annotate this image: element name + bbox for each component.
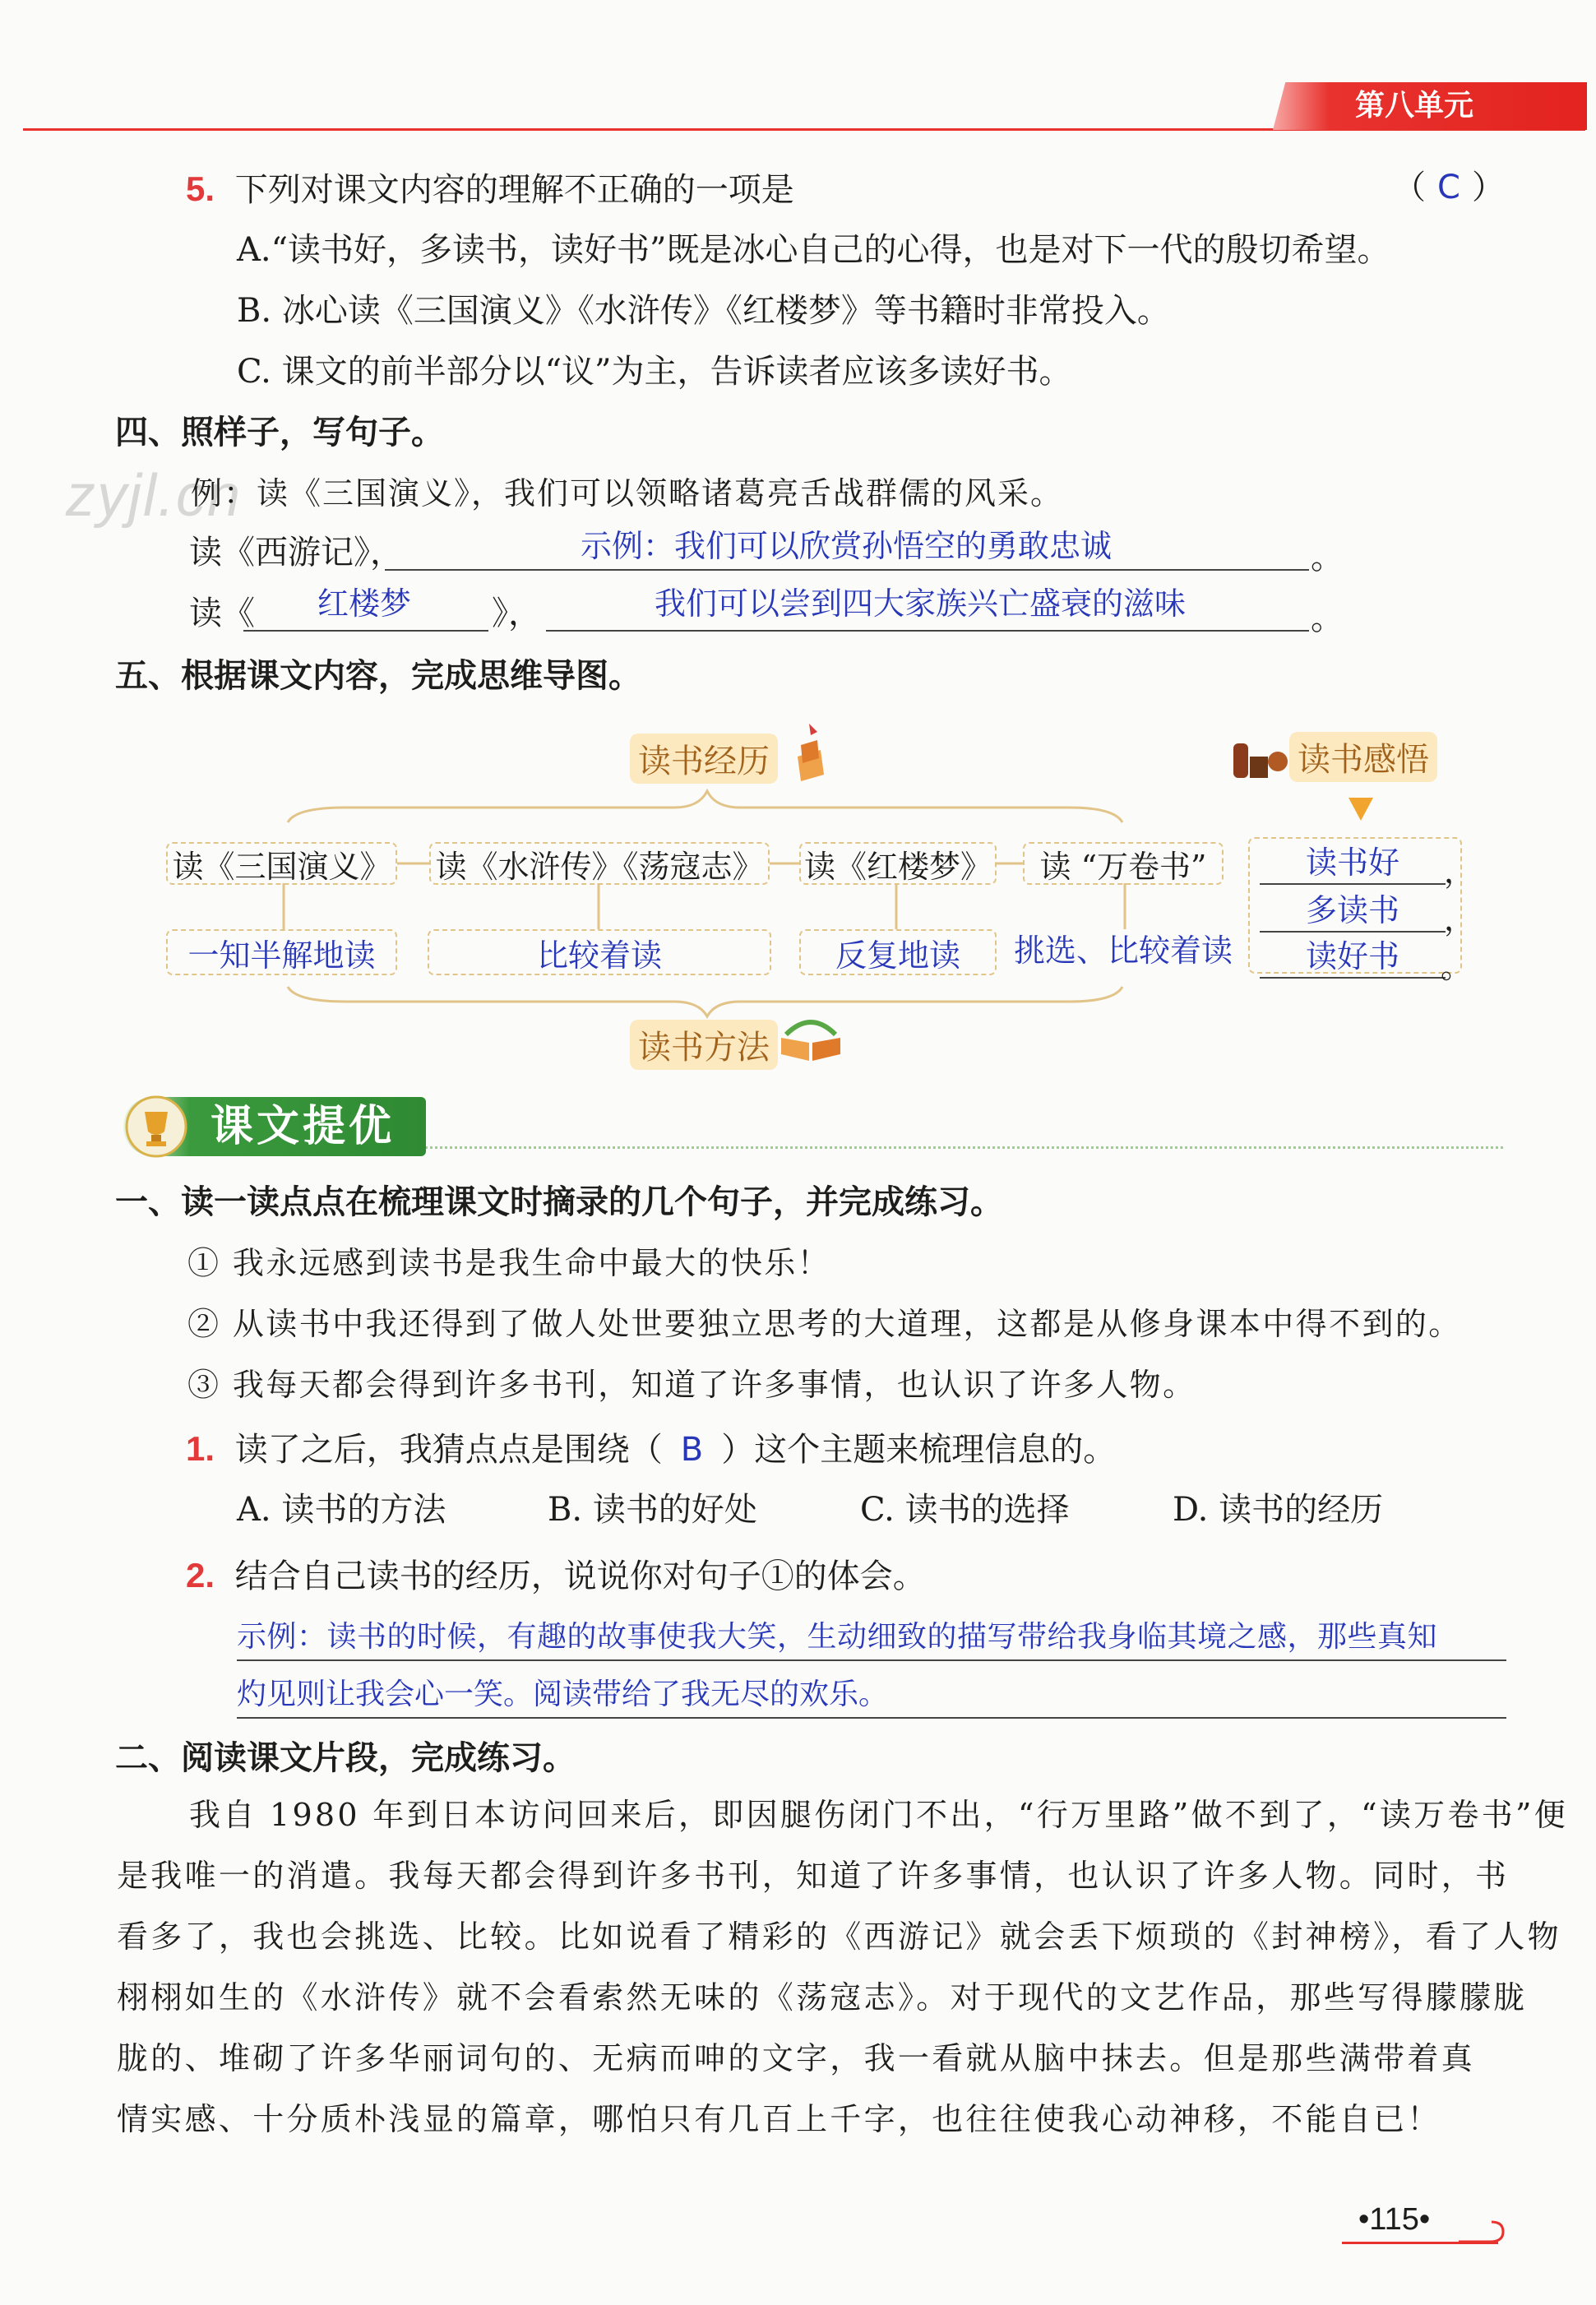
option-a: A.“读书好，多读书，读好书”既是冰心自己的心得，也是对下一代的殷切希望。 xyxy=(237,231,1390,269)
method-node: 比较着读 xyxy=(428,929,771,975)
option-c: C. 课文的前半部分以“议”为主，告诉读者应该多读好书。 xyxy=(237,353,1072,391)
book-node: 读 “万卷书” xyxy=(1023,842,1224,885)
line1-end: 。 xyxy=(1311,539,1344,576)
question-number: 2. xyxy=(186,1556,215,1595)
book-node: 读《三国演义》 xyxy=(166,842,397,885)
part-2-title: 二、阅读课文片段，完成练习。 xyxy=(115,1739,576,1777)
question-number: 1. xyxy=(186,1429,215,1468)
feeling-line: 读好书 xyxy=(1260,937,1446,979)
passage-line: 我自 1980 年到日本访问回来后，即因腿伤闭门不出，“行万里路”做不到了，“读万卷书”便 xyxy=(189,1797,1569,1833)
banner-title: 课文提优 xyxy=(210,1102,396,1151)
answer-choice: B xyxy=(680,1431,704,1469)
example-sentence: 例：读《三国演义》，我们可以领略诸葛亮舌战群儒的风采。 xyxy=(191,475,1064,511)
section-5-title: 五、根据课文内容，完成思维导图。 xyxy=(115,657,641,695)
experience-label: 读书经历 xyxy=(630,734,778,784)
sentence-3: ③ 我每天都会得到许多书刊，知道了许多事情，也认识了许多人物。 xyxy=(187,1367,1196,1403)
q2-answer-line-2: 灼见则让我会心一笑。阅读带给了我无尽的欢乐。 xyxy=(237,1673,1506,1719)
line2-end: 。 xyxy=(1311,599,1344,637)
method-label: 读书方法 xyxy=(630,1020,778,1070)
section-4-title: 四、照样子，写句子。 xyxy=(115,414,444,451)
feeling-label: 读书感悟 xyxy=(1289,732,1437,782)
line2-mid: 》， xyxy=(492,595,541,632)
q1-option-b: B. 读书的好处 xyxy=(548,1491,757,1529)
page-number: •115• xyxy=(1358,2202,1431,2237)
passage-line: 胧的、堆砌了许多华丽词句的、无病而呻的文字，我一看就从脑中抹去。但是那些满带着真 xyxy=(117,2040,1476,2076)
answer-paren: （ C ） xyxy=(1393,169,1505,206)
passage-line: 栩栩如生的《水浒传》就不会看索然无味的《荡寇志》。对于现代的文艺作品，那些写得朦朦胧 xyxy=(117,1979,1528,2016)
line1-answer: 示例：我们可以欣赏孙悟空的勇敢忠诚 xyxy=(581,528,1113,564)
unit-label: 第八单元 xyxy=(1355,89,1474,123)
option-b: B. 冰心读《三国演义》《水浒传》《红楼梦》等书籍时非常投入。 xyxy=(237,292,1170,330)
answer-choice: C xyxy=(1437,169,1460,206)
passage xyxy=(117,1784,1569,2150)
q1-option-a: A. 读书的方法 xyxy=(237,1491,446,1529)
method-node: 挑选、比较着读 xyxy=(1013,933,1233,969)
q1-option-d: D. 读书的经历 xyxy=(1173,1491,1384,1529)
q1-option-c: C. 读书的选择 xyxy=(860,1491,1070,1529)
passage-line: 看多了，我也会挑选、比较。比如说看了精彩的《西游记》就会丢下烦琐的《封神榜》，看了人物 xyxy=(117,1919,1561,1955)
footer-swoosh-icon xyxy=(1457,2217,1506,2245)
sentence-2: ② 从读书中我还得到了做人处世要独立思考的大道理，这都是从修身课本中得不到的。 xyxy=(187,1306,1462,1342)
book-node: 读《水浒传》《荡寇志》 xyxy=(429,842,770,885)
open-book-icon xyxy=(778,1013,844,1062)
books-icon xyxy=(794,720,827,786)
method-node: 一知半解地读 xyxy=(166,929,397,975)
question-stem: 下列对课文内容的理解不正确的一项是 xyxy=(234,171,794,209)
line1-prefix: 读《西游记》， xyxy=(189,534,403,572)
question-1: 1. 读了之后，我猜点点是围绕（ B ）这个主题来梳理信息的。 xyxy=(186,1429,1117,1469)
passage-line: 情实感、十分质朴浅显的篇章，哪怕只有几百上千字，也往往使我心动神移，不能自已！ xyxy=(117,2101,1441,2137)
book-node: 读《红楼梦》 xyxy=(799,842,997,885)
line2-prefix: 读《 xyxy=(189,595,255,632)
question-2: 2. 结合自己读书的经历，说说你对句子①的体会。 xyxy=(186,1556,926,1595)
feeling-line: 读书好 xyxy=(1260,844,1446,885)
line2-answer: 我们可以尝到四大家族兴亡盛衰的滋味 xyxy=(655,586,1187,622)
watermark: zyjl.cn xyxy=(66,463,243,529)
feeling-line: 多读书 xyxy=(1260,891,1446,933)
reading-figure-icon xyxy=(1232,732,1291,781)
line2-book-answer: 红楼梦 xyxy=(317,586,412,622)
method-node: 反复地读 xyxy=(799,929,997,975)
banner-dotted-rule xyxy=(419,1146,1503,1149)
part-1-title: 一、读一读点点在梳理课文时摘录的几个句子，并完成练习。 xyxy=(115,1183,1003,1221)
sentence-1: ① 我永远感到读书是我生命中最大的快乐！ xyxy=(187,1245,831,1281)
trophy-icon xyxy=(123,1094,189,1159)
passage-line: 是我唯一的消遣。我每天都会得到许多书刊，知道了许多事情，也认识了许多人物。同时，书 xyxy=(117,1858,1510,1894)
q2-answer-line-1: 示例：读书的时候，有趣的故事使我大笑，生动细致的描写带给我身临其境之感，那些真知 xyxy=(237,1615,1506,1661)
question-number: 5. xyxy=(186,169,215,208)
